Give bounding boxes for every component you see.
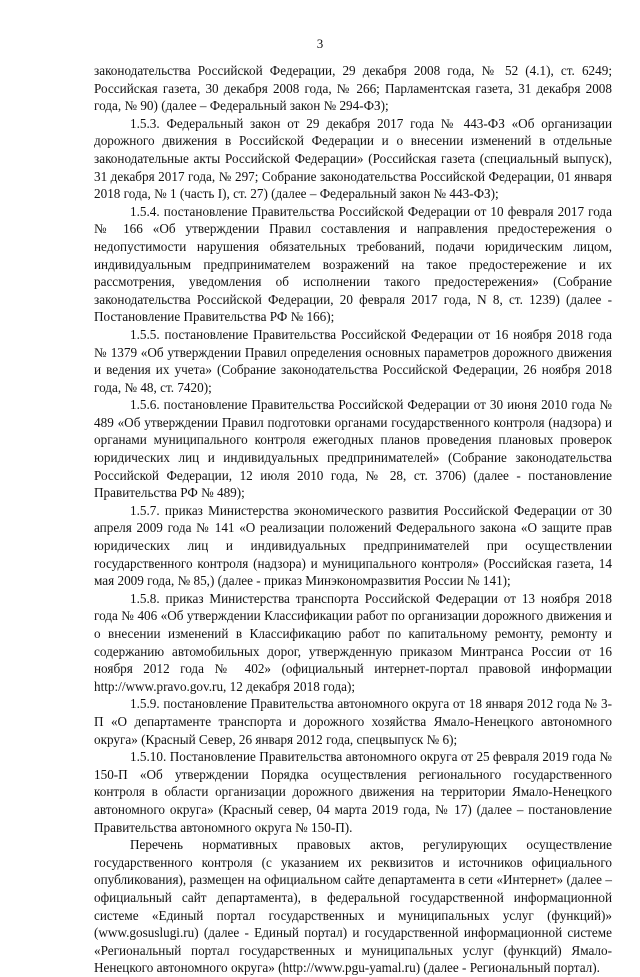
paragraph-1-5-6: 1.5.6. постановление Правительства Российской Федерации от 30 июня 2010 года № 489 «Об утверждении Правил подготовки органами государственного контроля (надзора) и органами муниципального контроля ежегодных планов проведения плановых проверок юридических лиц и индивидуальных предпринимателей» (Собрание законодательства Российской Федерации, 12 июля 2010 года, № 28, ст. 3706) (далее - постановление Правительства РФ № 489); [94,397,612,501]
paragraph-1-5-5: 1.5.5. постановление Правительства Российской Федерации от 16 ноября 2018 года № 1379 «Об утверждении Правил определения основных параметров дорожного движения и ведения их учета» (Собрание законодательства Российской Федерации, 26 ноября 2018 года, № 48, ст. 7420); [94,326,612,395]
paragraph-1-5-8: 1.5.8. приказ Министерства транспорта Российской Федерации от 13 ноября 2018 года № 406 «Об утверждении Классификации работ по организации дорожного движения и о внесении изменений в Классификацию работ по капитальному ремонту, ремонту и содержанию автомобильных дорог, утвержденную приказом Минтранса России от 16 ноября 2012 года № 402» (официальный интернет-портал правовой информации http://www.pravo.gov.ru, 12 декабря 2018 года); [94,590,612,694]
document-body [94,62,612,977]
paragraph-1-5-3: 1.5.3. Федеральный закон от 29 декабря 2017 года № 443-ФЗ «Об организации дорожного движения в Российской Федерации и о внесении изменений в отдельные законодательные акты Российской Федерации» (Российская газета (специальный выпуск), 31 декабря 2017 года, № 297; Собрание законодательства Российской Федерации, 01 января 2018 года, № 1 (часть I), ст. 27) (далее – Федеральный закон № 443-ФЗ); [94,115,612,202]
page-number: 3 [316,36,324,51]
paragraph-1-5-9: 1.5.9. постановление Правительства автономного округа от 18 января 2012 года № 3-П «О департаменте транспорта и дорожного хозяйства Ямало-Ненецкого автономного округа» (Красный Север, 26 января 2012 года, спецвыпуск № 6); [94,696,612,747]
paragraph-1-5-4: 1.5.4. постановление Правительства Российской Федерации от 10 февраля 2017 года № 166 «Об утверждении Правил составления и направления предостережения о недопустимости нарушения обязательных требований, подачи юридическим лицом, индивидуальным предпринимателем возражений на такое предостережение и их рассмотрения, уведомления об исполнении такого предостережения» (Собрание законодательства Российской Федерации, 20 февраля 2017 года, N 8, ст. 1239) (далее - Постановление Правительства РФ № 166); [94,203,612,325]
paragraph-legal-acts-list: Перечень нормативных правовых актов, регулирующих осуществление государственного контроля (с указанием их реквизитов и источников официального опубликования), размещен на официальном сайте департамента в сети «Интернет» (далее – официальный сайт департамента), в федеральной государственной информационной системе «Единый портал государственных и муниципальных услуг (функций)» (www.gosuslugi.ru) (далее - Единый портал) и государственной информационной системе «Региональный портал государственных и муниципальных услуг (функций) Ямало-Ненецкого автономного округа» (http://www.pgu-yamal.ru) (далее - Региональный портал). [94,837,612,976]
paragraph-continuation: законодательства Российской Федерации, 29 декабря 2008 года, № 52 (4.1), ст. 6249; Российская газета, 30 декабря 2008 года, № 266; Парламентская газета, 31 декабря 2008 года, № 90) (далее – Федеральный закон № 294-ФЗ); [94,63,612,114]
paragraph-1-5-10: 1.5.10. Постановление Правительства автономного округа от 25 февраля 2019 года № 150-П «Об утверждении Порядка осуществления регионального государственного контроля в области организации дорожного движения на территории Ямало-Ненецкого автономного округа» (Красный север, 04 марта 2019 года, № 17) (далее – постановление Правительства автономного округа № 150-П). [94,749,612,835]
paragraph-1-5-7: 1.5.7. приказ Министерства экономического развития Российской Федерации от 30 апреля 2009 года № 141 «О реализации положений Федерального закона «О защите прав юридических лиц и индивидуальных предпринимателей при осуществлении государственного контроля (надзора) и муниципального контроля» (Российская газета, 14 мая 2009 года, № 85,) (далее - приказ Минэкономразвития России № 141); [94,502,612,589]
